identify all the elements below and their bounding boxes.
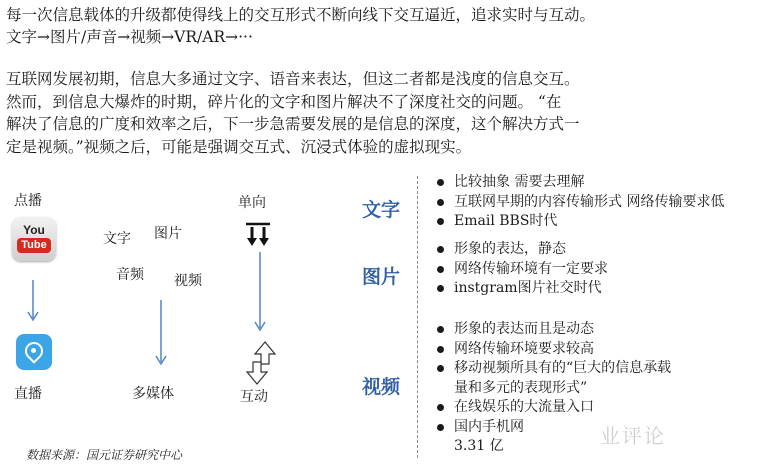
up-down-arrows-icon [244, 340, 278, 386]
down-arrow-icon [154, 300, 168, 368]
paragraph-line-3: 解决了信息的广度和效率之后，下一步急需要发展的是信息的深度，这个解决方式一 [6, 115, 580, 133]
youtube-you-text: You [23, 223, 45, 237]
list-item-continuation: 量和多元的表现形式” [454, 379, 588, 396]
list-item: 网络传输环境要求较高 [436, 340, 671, 360]
media-text-label: 文字 [103, 231, 131, 247]
list-item-continuation: 3.31 亿 [454, 438, 504, 454]
paragraph-line-1: 互联网发展初期，信息大多通过文字、语音来表达，但这二者都是浅度的信息交互。 [6, 70, 580, 88]
paragraph-line-4: 定是视频。”视频之后，可能是强调交互式、沉浸式体验的虚拟现实。 [6, 137, 472, 156]
one-way-label: 单向 [238, 195, 266, 211]
interactive-label: 互动 [240, 389, 268, 405]
paragraph-line-2: 然而，到信息大爆炸的时期，碎片化的文字和图片解决不了深度社交的问题。 “在 [6, 92, 562, 111]
vod-label: 点播 [14, 193, 42, 209]
watermark: 业评论 [600, 424, 666, 448]
down-arrow-icon [26, 280, 40, 324]
media-video-label: 视频 [174, 273, 202, 289]
periscope-icon [16, 334, 52, 370]
double-down-arrow-icon [244, 222, 272, 248]
intro-line-1: 每一次信息载体的升级都使得线上的交互形式不断向线下交互逼近，追求实时与互动。 [6, 6, 596, 24]
list-item: 形象的表达而且是动态 [436, 320, 671, 340]
youtube-icon [12, 217, 56, 261]
youtube-tube-text: Tube [17, 238, 51, 253]
down-arrow-icon [253, 252, 267, 334]
list-item: 网络传输环境有一定要求 [436, 260, 608, 280]
intro-line-2: 文字→图片/声音→视频→VR/AR→··· [6, 28, 253, 46]
list-item: Email BBS时代 [436, 212, 724, 232]
media-image-label: 图片 [154, 226, 182, 242]
divider-line [417, 176, 418, 458]
data-source: 数据来源：国元证券研究中心 [26, 448, 183, 462]
live-label: 直播 [14, 386, 42, 402]
list-item: 在线娱乐的大流量入口 [436, 398, 671, 418]
body-paragraph [6, 68, 706, 158]
list-item: 形象的表达，静态 [436, 240, 608, 260]
category-text: 文字 [362, 199, 401, 221]
list-item-text: 移动视频所具有的“巨大的信息承载 [454, 360, 672, 376]
multimedia-label: 多媒体 [132, 386, 174, 402]
category-video: 视频 [362, 376, 401, 398]
media-audio-label: 音频 [116, 267, 144, 283]
category-image: 图片 [362, 266, 401, 288]
text-bullets [436, 173, 724, 232]
list-item: 互联网早期的内容传输形式 网络传输要求低 [436, 193, 724, 213]
list-item: 比较抽象 需要去理解 [436, 173, 724, 193]
list-item: instgram图片社交时代 [436, 279, 608, 299]
image-bullets [436, 240, 608, 299]
list-item-text: 国内手机网 [454, 418, 524, 435]
intro-text [6, 4, 595, 48]
list-item [436, 359, 671, 398]
